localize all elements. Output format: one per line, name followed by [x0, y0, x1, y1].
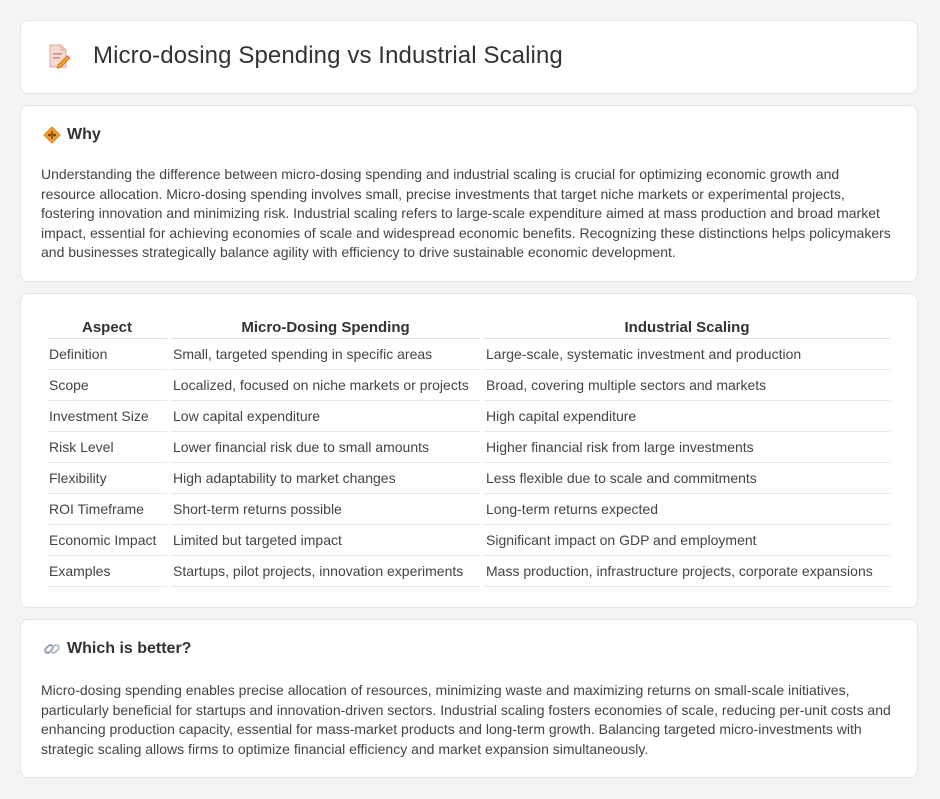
link-icon	[43, 640, 61, 658]
cell-aspect: Economic Impact	[47, 525, 167, 556]
cell-micro: Small, targeted spending in specific areas	[171, 339, 480, 370]
which-is-better-card	[20, 619, 918, 778]
cell-aspect: Risk Level	[47, 432, 167, 463]
cell-micro: Limited but targeted impact	[171, 525, 480, 556]
table-row	[47, 525, 890, 556]
header-micro-dosing: Micro-Dosing Spending	[171, 316, 480, 339]
header-card	[20, 20, 918, 94]
table-row	[47, 494, 890, 525]
cell-micro: High adaptability to market changes	[171, 463, 480, 494]
table-row	[47, 463, 890, 494]
page-title: Micro-dosing Spending vs Industrial Scaling	[93, 42, 563, 69]
cell-industrial: Significant impact on GDP and employment	[484, 525, 890, 556]
cell-industrial: Higher financial risk from large investments	[484, 432, 890, 463]
cell-industrial: Broad, covering multiple sectors and markets	[484, 370, 890, 401]
cell-industrial: Large-scale, systematic investment and production	[484, 339, 890, 370]
cell-industrial: High capital expenditure	[484, 401, 890, 432]
cell-aspect: ROI Timeframe	[47, 494, 167, 525]
better-text: Micro-dosing spending enables precise allocation of resources, minimizing waste and maximizing returns on small-scale initiatives, particularly beneficial for startups and innovation-driven sectors. Industrial scaling fosters economies of scale, reducing per-unit costs and enhancing production capacity, essential for mass-market products and long-term growth. Balancing targeted micro-investments with strategic scaling allows firms to optimize financial efficiency and market expansion simultaneously.	[41, 682, 891, 757]
table-row	[47, 401, 890, 432]
comparison-card	[20, 293, 918, 608]
cell-industrial: Long-term returns expected	[484, 494, 890, 525]
header-aspect: Aspect	[47, 316, 167, 339]
cell-micro: Localized, focused on niche markets or projects	[171, 370, 480, 401]
cell-micro: Low capital expenditure	[171, 401, 480, 432]
table-row	[47, 432, 890, 463]
cell-industrial: Mass production, infrastructure projects, corporate expansions	[484, 556, 890, 587]
cell-aspect: Flexibility	[47, 463, 167, 494]
cell-micro: Short-term returns possible	[171, 494, 480, 525]
better-heading	[43, 640, 191, 658]
why-heading	[43, 126, 101, 144]
table-row	[47, 339, 890, 370]
title-row	[47, 42, 563, 70]
why-text: Understanding the difference between micro-dosing spending and industrial scaling is crucial for optimizing economic growth and resource allocation. Micro-dosing spending involves small, precise investments that target niche markets or experimental projects, fostering innovation and minimizing risk. Industrial scaling refers to large-scale expenditure aimed at mass production and broad market impact, essential for achieving economies of scale and widespread economic benefits. Recognizing these distinctions helps policymakers and businesses strategically balance agility with efficiency to drive sustainable economic development.	[41, 166, 891, 261]
why-card	[20, 105, 918, 282]
cell-micro: Startups, pilot projects, innovation experiments	[171, 556, 480, 587]
cell-industrial: Less flexible due to scale and commitments	[484, 463, 890, 494]
cell-micro: Lower financial risk due to small amounts	[171, 432, 480, 463]
better-title: Which is better?	[67, 640, 192, 657]
cell-aspect: Investment Size	[47, 401, 167, 432]
why-title: Why	[67, 126, 101, 143]
table-header-row	[47, 316, 890, 339]
cell-aspect: Definition	[47, 339, 167, 370]
document-pencil-icon	[47, 43, 71, 69]
comparison-table	[43, 316, 894, 587]
diamond-sign-icon	[43, 126, 61, 144]
table-row	[47, 370, 890, 401]
cell-aspect: Examples	[47, 556, 167, 587]
cell-aspect: Scope	[47, 370, 167, 401]
table-row	[47, 556, 890, 587]
header-industrial-scaling: Industrial Scaling	[484, 316, 890, 339]
